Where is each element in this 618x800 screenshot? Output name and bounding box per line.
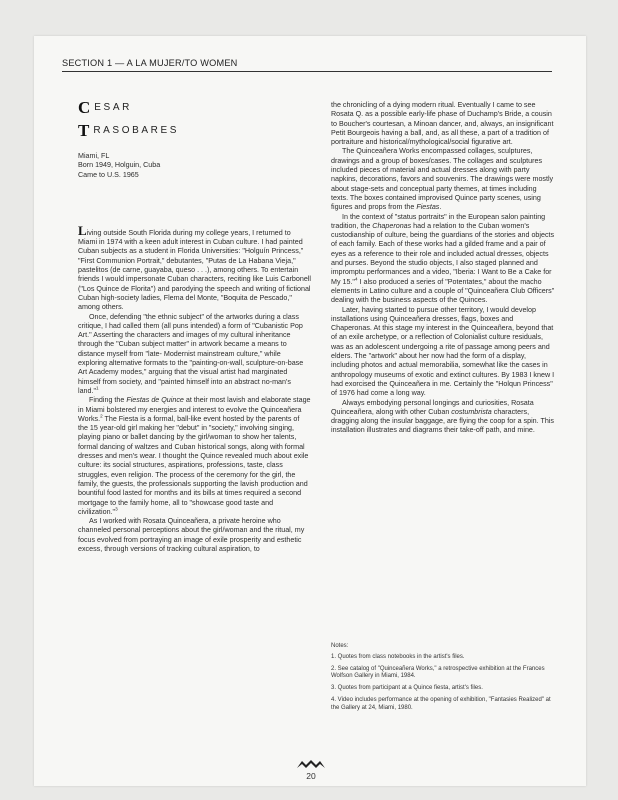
bio-arrival: Came to U.S. 1965 xyxy=(78,170,139,179)
artist-name xyxy=(78,98,311,140)
paragraph-4-continued-text: the chronicling of a dying modern ritual. Eventually I came to see Rosata Q. as a possible early-life phase of Duchamp's Bride, a cousin to Boucher's courtesan, a Minoan dancer, and, always, an insignificant Petit Bourgeois having a ball, and, as all these, a part of a tradition of portraiture and historical/mythological/social figurative art. xyxy=(331,101,554,147)
footnote-ref-1: 1 xyxy=(96,385,99,391)
page-number: 20 xyxy=(306,771,316,781)
artist-bio xyxy=(78,152,311,180)
paragraph-3-title: Fiestas de Quince xyxy=(126,396,184,405)
first-name-rest: ESAR xyxy=(94,102,132,113)
paragraph-3-text-c: The Fiesta is a formal, ball-like event hosted by the parents of the 15 year-old girl making her "debut" in "society," involving singing, playing piano or ballet dancing by the girl/woman to show her talents, formal dancing of waltzes and Cuban historical songs, along with formal dresses and men's wear. I thought the Quince revealed much about exile culture: its social structures, aspirations, professions, taste, class struggles, even religion. The process of the ceremony for the girl, the family, the guests, the professionals supporting the lavish production and bountiful food lasted for months and its bills at times required a second mortgage to the family home, all to "showcase good taste and civilization." xyxy=(78,414,309,516)
footnote-2: 2. See catalog of "Quinceañera Works," a retrospective exhibition at the Frances Wolfson Gallery in Miami, 1984. xyxy=(331,665,545,680)
paragraph-3-text-b: at their most lavish and elaborate stage in Miami bolstered my energies and interest to evolve the Quinceañera Works. xyxy=(78,396,311,423)
essay-paragraph-8 xyxy=(331,399,555,436)
header-rule xyxy=(62,71,552,72)
paragraph-8-emphasis: costumbrista xyxy=(451,407,492,416)
paragraph-5-emphasis: Fiestas xyxy=(416,203,440,212)
essay-paragraph-6 xyxy=(331,213,555,306)
footnote-1: 1. Quotes from class notebooks in the artist's files. xyxy=(331,653,465,660)
essay-paragraph-4 xyxy=(78,517,311,554)
paragraph-6-emphasis: Chaperonas xyxy=(372,221,412,230)
footnote-ref-3: 3 xyxy=(115,506,118,512)
last-name-initial: T xyxy=(78,121,90,140)
paragraph-2-text: Once, defending "the ethnic subject" of the artworks during a class critique, I had called them (all puns intended) a form of "Cubanistic Pop Art." Asserting the characters and images of my cultural inheritance through the "Cuban subject matter" in artwork became a means to distance myself from "late- Modernist mainstream culture," while exploring alternative formats to the "painting-on-wall, sculpture-on-base Art Academy modes," arguing that the visual artist had marginated himself from society, and "painted himself into an abstract no-man's land." xyxy=(78,312,304,395)
section-header: SECTION 1 — A LA MUJER/TO WOMEN xyxy=(62,58,238,68)
footnote-ref-4: 4 xyxy=(354,276,358,282)
paragraph-8-text-a: Always embodying personal longings and curiosities, Rosata Quinceañera, along with other Cuban xyxy=(331,398,534,416)
essay-paragraph-1 xyxy=(78,222,311,313)
essay-paragraph-3 xyxy=(78,396,311,517)
artist-first-name xyxy=(78,98,311,117)
paragraph-5-text-a: The Quinceañera Works encompassed collages, sculptures, drawings and a group of boxes/cases. The collages and sculptures included pieces of material and actual dresses along with party napkins, decorations, favors and souvenirs. The drawings were mostly about stage-sets and conceptual party themes, at times including texts. The boxes contained improvised Quince party scenes, using figures and props from the xyxy=(331,147,554,212)
paragraph-5-text-b: . xyxy=(439,203,442,212)
paragraph-7-text: Later, having started to pursue other territory, I would develop installations using Quinceañera dresses, flags, boxes and Chaperonas. At this stage my interest in the Quinceañera, beyond that of an exile archetype, or a reflection of Colonialist culture residuals, was as an adolescent undergoing a rite of passage among peers and elders. The "artwork" about her now had the form of a display, including photos and actual memorabilia, somewhat like the cases in anthropology museums of exotic and extinct cultures. By 1983 I knew I had exorcised the Quinceañera in me. Certainly the "Holqun Princess" of 1976 had come a long way. xyxy=(331,305,555,398)
left-column xyxy=(78,98,311,554)
essay-paragraph-5 xyxy=(331,147,555,212)
paragraph-1-text: iving outside South Florida during my college years, I returned to Miami in 1974 with a keen adult interest in Cuban culture. I had painted Cuban subjects as a student in Florida Universities: "Holguín Princess," "First Communion Portrait," debutantes, "Putas de La Habana Vieja," pastelitos (de carne, guayaba, queso . . .), among others. To entertain friends I would impersonate Cuban characters, reciting like Luis Carbonell ("Los Quince de Florita") and parodying the speech and writing of fictional Cuban high-society ladies, Flema del Monte, "Boquita de Pescado," among others. xyxy=(78,228,311,312)
paragraph-8-text-b: characters, dragging along the insular baggage, are flying the coop for a spin. This installation illustrates and diagrams their take-off path, and mine. xyxy=(331,407,554,435)
paragraph-3-text-a: Finding the xyxy=(89,396,127,405)
footnote-4: 4. Video includes performance at the opening of exhibition, "Fantasies Realized" at the Gallery at 24, Miami, 1980. xyxy=(331,696,551,711)
wave-logo-icon xyxy=(296,759,326,769)
footnote-3: 3. Quotes from participant at a Quince fiesta, artist's files. xyxy=(331,685,483,692)
bio-location: Miami, FL xyxy=(78,152,110,160)
first-name-initial: C xyxy=(78,98,91,117)
paragraph-4-text: As I worked with Rosata Quinceañera, a private heroine who channeled personal perceptions about the girl/woman and the ritual, my focus evolved from portraying an image of exile prosperity and esthetic excess, through versions of tracking cultural aspiration, to xyxy=(78,517,305,553)
last-name-rest: RASOBARES xyxy=(93,125,179,136)
notes-title: Notes: xyxy=(331,643,349,649)
drop-cap: L xyxy=(78,222,87,238)
essay-paragraph-2 xyxy=(78,313,311,397)
paragraph-6-text-a: In the context of "status portraits" in the European salon painting tradition, the xyxy=(331,212,546,230)
right-column xyxy=(331,101,555,436)
essay-paragraph-7 xyxy=(331,306,555,399)
paragraph-6-text-b: had a relation to the Cuban women's custodianship of culture, being the guardians of the stories and objects of each family. Each of these works had a gilded frame and a pair of eyes as a reference to their role and included actual dresses, objects and purses. Beyond the studio objects, I also staged planned and impromptu performances and a video, "Iberia: I Want to Be a Cake for My 15." xyxy=(331,221,555,286)
artist-last-name xyxy=(78,121,311,140)
paragraph-6-text-c: I also produced a series of "Potentates," about the macho elements in Latino culture and a couple of "Quinceañera Club Officers" dealing with the business aspects of the Quinces. xyxy=(331,277,555,305)
bio-born: Born 1949, Holguin, Cuba xyxy=(78,161,161,170)
essay-paragraph-4-continued xyxy=(331,101,555,147)
footnote-ref-2: 2 xyxy=(100,413,103,419)
footnotes xyxy=(331,643,555,717)
